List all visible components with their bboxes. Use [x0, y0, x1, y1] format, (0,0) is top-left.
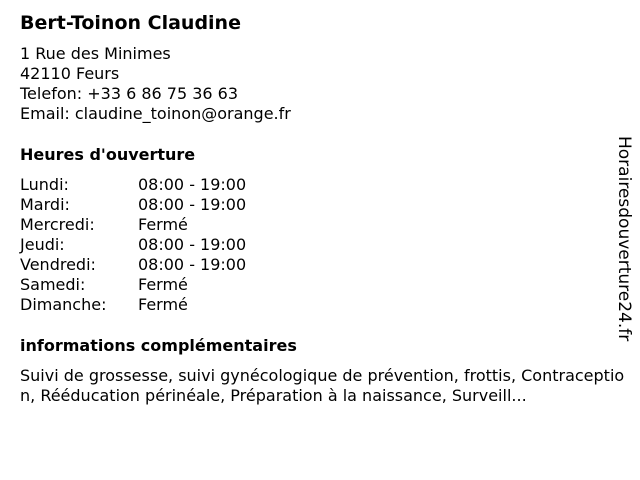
hours-row-samedi: [20, 275, 620, 295]
hours-day: Jeudi:: [20, 235, 65, 254]
hours-value: Fermé: [138, 275, 188, 294]
hours-table: [20, 175, 620, 315]
hours-day: Dimanche:: [20, 295, 107, 314]
hours-value: 08:00 - 19:00: [138, 195, 247, 214]
hours-value: 08:00 - 19:00: [138, 255, 247, 274]
info-text: Suivi de grossesse, suivi gynécologique de prévention, frottis, Contraception, Rééducation périnéale, Préparation à la naissance, Surveill...: [20, 366, 625, 405]
address-line-1: 1 Rue des Minimes: [20, 44, 171, 63]
hours-row-lundi: [20, 175, 620, 195]
hours-row-vendredi: [20, 255, 620, 275]
hours-value: 08:00 - 19:00: [138, 235, 247, 254]
hours-day: Mardi:: [20, 195, 70, 214]
business-name: Bert-Toinon Claudine: [20, 12, 241, 34]
watermark: Horairesdouverture24.fr: [614, 136, 634, 342]
info-title: informations complémentaires: [20, 336, 297, 355]
phone-line[interactable]: Telefon: +33 6 86 75 36 63: [20, 84, 239, 103]
address-line-2: 42110 Feurs: [20, 64, 120, 83]
hours-row-dimanche: [20, 295, 620, 315]
hours-row-mercredi: [20, 215, 620, 235]
hours-value: Fermé: [138, 295, 188, 314]
hours-row-mardi: [20, 195, 620, 215]
email-line[interactable]: Email: claudine_toinon@orange.fr: [20, 104, 291, 123]
hours-day: Samedi:: [20, 275, 86, 294]
hours-value: Fermé: [138, 215, 188, 234]
hours-value: 08:00 - 19:00: [138, 175, 247, 194]
hours-day: Vendredi:: [20, 255, 96, 274]
hours-day: Mercredi:: [20, 215, 95, 234]
hours-title: Heures d'ouverture: [20, 145, 196, 164]
hours-day: Lundi:: [20, 175, 69, 194]
hours-row-jeudi: [20, 235, 620, 255]
